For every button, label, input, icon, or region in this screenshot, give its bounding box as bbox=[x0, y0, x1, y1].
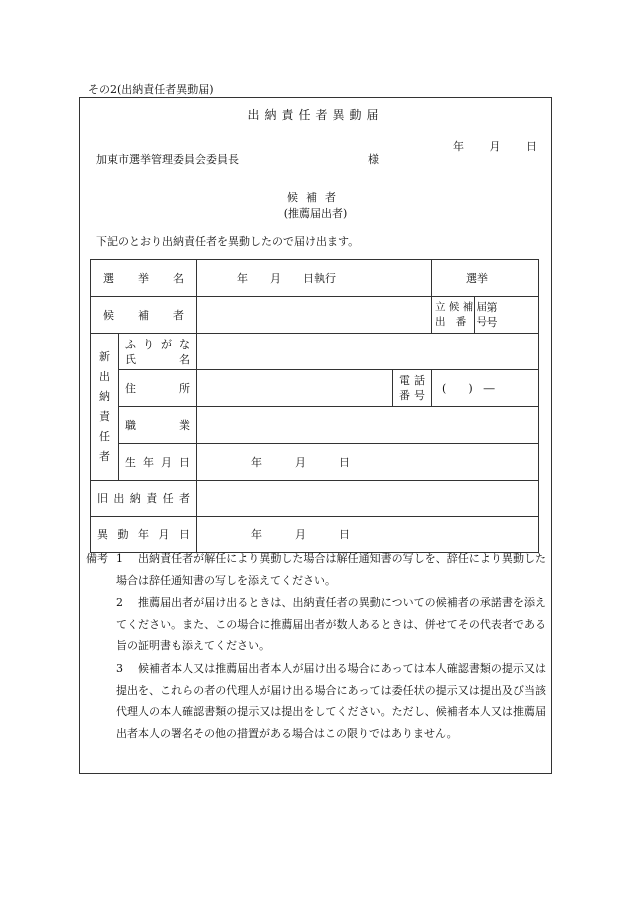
change-date-label: 異動年月日 bbox=[97, 528, 190, 541]
former-manager-label: 旧出納責任者 bbox=[97, 492, 190, 505]
election-suffix: 選挙 bbox=[466, 271, 489, 285]
candidate-name-cell[interactable] bbox=[197, 297, 432, 334]
address-cell[interactable] bbox=[197, 370, 393, 407]
address-label: 住所 bbox=[125, 381, 190, 395]
phone-label: 電話番号 bbox=[399, 374, 426, 402]
birthdate-label: 生年月日 bbox=[125, 455, 190, 469]
occupation-label: 職業 bbox=[125, 418, 190, 432]
candidate-label: 候補者 bbox=[287, 191, 344, 204]
table-row-candidate bbox=[91, 297, 539, 334]
intro-text: 下記のとおり出納責任者を異動したので届け出ます。 bbox=[96, 235, 360, 248]
candidate-row-label: 候補者 bbox=[103, 308, 184, 322]
election-name-cell[interactable] bbox=[432, 260, 539, 297]
form-title: 出納責任者異動届 bbox=[247, 108, 384, 122]
notes-heading: 備考 bbox=[86, 552, 108, 565]
candidacy-number-label: 立候補届出番号 bbox=[435, 301, 488, 328]
table-row-occupation bbox=[91, 407, 539, 444]
new-manager-label: 新出納責任者 bbox=[99, 350, 110, 463]
name-label: 氏名 bbox=[125, 352, 190, 366]
election-date-value: 年 月 日執行 bbox=[237, 271, 336, 285]
note-number: 2 bbox=[116, 596, 123, 609]
note-item-2 bbox=[116, 592, 546, 657]
election-date-cell[interactable] bbox=[197, 260, 432, 297]
note-number: 3 bbox=[116, 662, 123, 675]
furigana-label: ふりがな bbox=[125, 337, 190, 351]
table-row-furigana-name bbox=[91, 334, 539, 370]
manager-change-table bbox=[90, 259, 539, 553]
election-label: 選挙名 bbox=[103, 271, 184, 285]
note-text: 出納責任者が解任により異動した場合は解任通知書の写しを、辞任により異動した場合は辞任通知書の写しを添えてください。 bbox=[116, 552, 546, 587]
table-row-election bbox=[91, 260, 539, 297]
birthdate-value: 年 月 日 bbox=[251, 455, 350, 469]
table-row-birthdate bbox=[91, 444, 539, 481]
phone-cell[interactable] bbox=[432, 370, 539, 407]
birthdate-cell[interactable] bbox=[197, 444, 539, 481]
date-line: 年 月 日 bbox=[453, 140, 537, 153]
honorific: 様 bbox=[368, 153, 379, 166]
phone-value: ( ) ― bbox=[442, 381, 495, 395]
note-text: 候補者本人又は推薦届出者本人が届け出る場合にあっては本人確認書類の提示又は提出を、これらの者の代理人が届け出る場合にあっては委任状の提示又は提出及び当該代理人の本人確認書類の提示又は提出をしてください。ただし、候補者本人又は推薦届出者本人の署名その他の措置がある場合はこの限りではありません。 bbox=[116, 662, 546, 740]
note-item-1 bbox=[116, 548, 546, 591]
note-text: 推薦届出者が届け出るときは、出納責任者の異動についての候補者の承諾書を添えてください。また、この場合に推薦届出者が数人あるときは、併せてその代表者である旨の証明書も添えてください。 bbox=[116, 596, 546, 652]
change-date-value: 年 月 日 bbox=[251, 528, 350, 541]
table-row-former-manager bbox=[91, 481, 539, 517]
form-caption: その2(出納責任者異動届) bbox=[88, 83, 214, 96]
occupation-cell[interactable] bbox=[197, 407, 539, 444]
note-number: 1 bbox=[116, 552, 123, 565]
addressee: 加東市選挙管理委員会委員長 bbox=[96, 153, 239, 166]
recommender-label: (推薦届出者) bbox=[283, 207, 348, 220]
new-manager-name-cell[interactable] bbox=[197, 334, 539, 370]
candidacy-number-value: 第 号 bbox=[486, 301, 520, 329]
note-item-3 bbox=[116, 658, 546, 744]
former-manager-cell[interactable] bbox=[197, 481, 539, 517]
table-row-address bbox=[91, 370, 539, 407]
